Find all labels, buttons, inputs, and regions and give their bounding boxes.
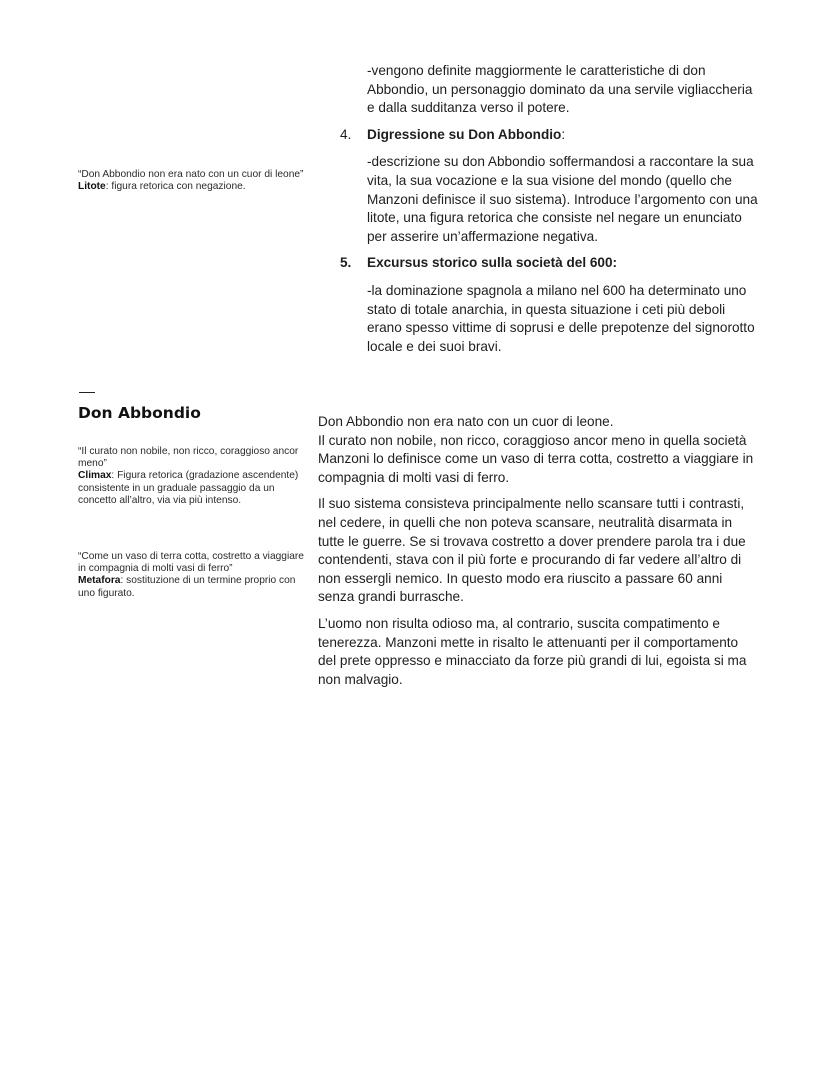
outline-list: [340, 62, 760, 356]
paragraph-3: L’uomo non risulta odioso ma, al contrario, suscita compatimento e tenerezza. Manzoni mette in risalto le attenuanti per il comportamento del prete oppresso e minacciato da forze più grandi di lui, egoista si ma non malvagio.: [318, 615, 747, 687]
side-note-litote: [78, 169, 308, 193]
note-term: Metafora: [78, 575, 121, 587]
side-note-climax: [78, 446, 306, 507]
list-item-5: [340, 254, 760, 356]
intro-description: -vengono definite maggiormente le caratteristiche di don Abbondio, un personaggio dominato da una servile vigliaccheria e dalla sudditanza verso il potere.: [367, 63, 753, 116]
list-item-4: [340, 126, 760, 247]
note-definition: [78, 181, 308, 193]
note-quote: “Don Abbondio non era nato con un cuor di leone”: [78, 169, 304, 180]
list-item-description: -la dominazione spagnola a milano nel 600 ha determinato uno stato di totale anarchia, in questa situazione i ceti più deboli erano spesso vittime di soprusi e delle prepotenze del signorotto locale e dei suoi bravi.: [367, 282, 755, 354]
note-definition-text: : sostituzione di un termine proprio con uno figurato.: [78, 575, 296, 599]
note-quote: “Come un vaso di terra cotta, costretto a viaggiare in compagnia di molti vasi di ferro”: [78, 551, 304, 575]
note-quote: “Il curato non nobile, non ricco, coraggioso ancor meno”: [78, 446, 299, 470]
paragraph-line: Il curato non nobile, non ricco, coraggioso ancor meno in quella società Manzoni lo definisce come un vaso di terra cotta, costretto a viaggiare in compagnia di molti vasi di ferro.: [318, 432, 754, 485]
paragraph-line: Don Abbondio non era nato con un cuor di leone.: [318, 414, 614, 429]
note-definition-text: : Figura retorica (gradazione ascendente) consistente in un graduale passaggio da un concetto all’altro, via via più intenso.: [78, 470, 299, 506]
list-item-description: -descrizione su don Abbondio soffermandosi a raccontare la sua vita, la sua vocazione e la sua visione del mondo (quello che Manzoni definisce il suo sistema). Introduce l’argomento con una litote, una figura retorica che consiste nel negare un enunciato per asserire un’affermazione negativa.: [367, 154, 758, 244]
note-definition-text: : figura retorica con negazione.: [105, 181, 246, 193]
list-item-title-text: Digressione su Don Abbondio: [367, 126, 562, 142]
list-item-title-suffix: :: [561, 126, 566, 142]
list-item-title: [367, 126, 760, 145]
note-term: Climax: [78, 470, 112, 482]
paragraph-1: [318, 413, 758, 487]
side-note-metafora: [78, 551, 310, 600]
list-number: 5.: [340, 255, 352, 271]
note-definition: [78, 575, 310, 599]
section-title: Don Abbondio: [78, 404, 201, 422]
section-divider: [79, 392, 95, 393]
list-number: 4.: [340, 126, 352, 142]
section-body: [318, 413, 758, 697]
note-definition: [78, 470, 306, 507]
list-item-title: Excursus storico sulla società del 600:: [367, 255, 618, 271]
paragraph-2: Il suo sistema consisteva principalmente nello scansare tutti i contrasti, nel cedere, in quelli che non poteva scansare, neutralità disarmata in tutte le guerre. Se si trovava costretto a dover prendere parola tra i due contendenti, stava con il più forte e procurando di far vedere all’altro di non essergli nemico. In questo modo era riuscito a passare 60 anni senza grandi burrasche.: [318, 496, 746, 605]
note-term: Litote: [78, 181, 106, 193]
